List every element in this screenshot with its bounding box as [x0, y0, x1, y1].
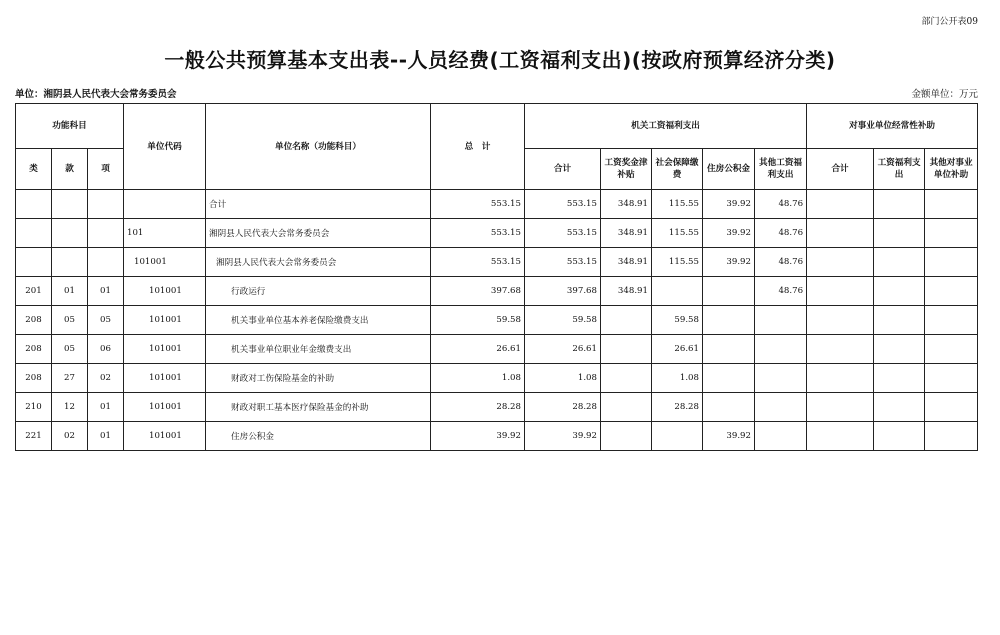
- budget-table: [15, 103, 978, 451]
- sub-wage-cell: [874, 190, 925, 219]
- unit-code-cell: 101: [124, 219, 206, 248]
- sub-other-cell: [925, 248, 978, 277]
- unit-code-header: 单位代码: [124, 104, 206, 190]
- social-security-cell: [652, 422, 703, 451]
- table-row: [16, 393, 978, 422]
- lei-cell: 208: [16, 306, 52, 335]
- wage-bonus-cell: 348.91: [601, 248, 652, 277]
- sub-other-cell: [925, 393, 978, 422]
- sub-wage-cell: [874, 364, 925, 393]
- unit-name-cell: 机关事业单位基本养老保险缴费支出: [206, 306, 431, 335]
- sub-total-cell: [807, 364, 874, 393]
- unit-name-cell: 机关事业单位职业年金缴费支出: [206, 335, 431, 364]
- wage-bonus-cell: [601, 393, 652, 422]
- sub-wage-header: 工资福利支出: [874, 149, 925, 190]
- social-security-cell: [652, 277, 703, 306]
- kuan-cell: 02: [52, 422, 88, 451]
- sub-wage-cell: [874, 422, 925, 451]
- sub-total-cell: [807, 393, 874, 422]
- table-row: [16, 335, 978, 364]
- sub-other-cell: [925, 219, 978, 248]
- wage-bonus-cell: [601, 306, 652, 335]
- wage-bonus-header: 工资奖金津补贴: [601, 149, 652, 190]
- total-cell: 39.92: [431, 422, 525, 451]
- total-cell: 1.08: [431, 364, 525, 393]
- sub-wage-cell: [874, 277, 925, 306]
- wage-bonus-cell: [601, 335, 652, 364]
- lei-cell: [16, 190, 52, 219]
- social-security-cell: 115.55: [652, 248, 703, 277]
- total-cell: 553.15: [431, 190, 525, 219]
- lei-cell: [16, 219, 52, 248]
- total-header: 总 计: [431, 104, 525, 190]
- total-cell: 59.58: [431, 306, 525, 335]
- other-wage-cell: 48.76: [755, 248, 807, 277]
- sub-total-cell: [807, 190, 874, 219]
- total-cell: 553.15: [431, 219, 525, 248]
- wage-bonus-cell: 348.91: [601, 219, 652, 248]
- social-security-cell: 115.55: [652, 190, 703, 219]
- unit-name-cell: 住房公积金: [206, 422, 431, 451]
- kuan-cell: [52, 248, 88, 277]
- social-security-cell: 26.61: [652, 335, 703, 364]
- wage-total-cell: 59.58: [525, 306, 601, 335]
- lei-cell: 208: [16, 335, 52, 364]
- xiang-cell: 01: [88, 422, 124, 451]
- unit-name-cell: 湘阴县人民代表大会常务委员会: [206, 219, 431, 248]
- table-row: [16, 219, 978, 248]
- unit-code-cell: 101001: [124, 364, 206, 393]
- lei-cell: [16, 248, 52, 277]
- sub-other-cell: [925, 422, 978, 451]
- lei-cell: 201: [16, 277, 52, 306]
- header-row-1: [16, 104, 978, 149]
- other-wage-cell: [755, 422, 807, 451]
- housing-fund-cell: 39.92: [703, 248, 755, 277]
- sub-wage-cell: [874, 219, 925, 248]
- table-row: [16, 190, 978, 219]
- kuan-cell: [52, 219, 88, 248]
- sub-wage-cell: [874, 393, 925, 422]
- unit-code-cell: 101001: [124, 422, 206, 451]
- other-wage-cell: [755, 393, 807, 422]
- unit-name-cell: 行政运行: [206, 277, 431, 306]
- other-wage-cell: [755, 335, 807, 364]
- sub-total-cell: [807, 219, 874, 248]
- unit-code-cell: 101001: [124, 335, 206, 364]
- xiang-header: 项: [88, 149, 124, 190]
- other-wage-cell: 48.76: [755, 277, 807, 306]
- xiang-cell: 01: [88, 277, 124, 306]
- wage-total-cell: 553.15: [525, 248, 601, 277]
- other-wage-cell: 48.76: [755, 190, 807, 219]
- unit-code-cell: 101001: [124, 393, 206, 422]
- sub-wage-cell: [874, 248, 925, 277]
- subsidy-group-header: 对事业单位经常性补助: [807, 104, 978, 149]
- page-title: 一般公共预算基本支出表--人员经费(工资福利支出)(按政府预算经济分类): [164, 48, 836, 72]
- sub-other-header: 其他对事业单位补助: [925, 149, 978, 190]
- lei-header: 类: [16, 149, 52, 190]
- xiang-cell: 01: [88, 393, 124, 422]
- wage-total-cell: 26.61: [525, 335, 601, 364]
- other-wage-header: 其他工资福利支出: [755, 149, 807, 190]
- wage-group-header: 机关工资福利支出: [525, 104, 807, 149]
- sub-wage-cell: [874, 306, 925, 335]
- unit-name-cell: 财政对职工基本医疗保险基金的补助: [206, 393, 431, 422]
- housing-fund-cell: [703, 277, 755, 306]
- sub-total-cell: [807, 277, 874, 306]
- sub-other-cell: [925, 190, 978, 219]
- table-row: [16, 364, 978, 393]
- wage-total-cell: 28.28: [525, 393, 601, 422]
- housing-fund-cell: 39.92: [703, 422, 755, 451]
- sub-other-cell: [925, 277, 978, 306]
- unit-code-cell: [124, 190, 206, 219]
- housing-fund-cell: [703, 306, 755, 335]
- kuan-cell: 05: [52, 306, 88, 335]
- total-cell: 26.61: [431, 335, 525, 364]
- other-wage-cell: [755, 306, 807, 335]
- housing-fund-cell: [703, 335, 755, 364]
- wage-total-cell: 553.15: [525, 190, 601, 219]
- social-security-cell: 28.28: [652, 393, 703, 422]
- wage-bonus-cell: [601, 422, 652, 451]
- sub-other-cell: [925, 306, 978, 335]
- wage-bonus-cell: 348.91: [601, 190, 652, 219]
- func-subject-header: 功能科目: [16, 104, 124, 149]
- lei-cell: 210: [16, 393, 52, 422]
- wage-bonus-cell: 348.91: [601, 277, 652, 306]
- housing-fund-header: 住房公积金: [703, 149, 755, 190]
- sub-total-cell: [807, 422, 874, 451]
- kuan-cell: [52, 190, 88, 219]
- unit-name-cell: 合计: [206, 190, 431, 219]
- social-security-cell: 115.55: [652, 219, 703, 248]
- housing-fund-cell: [703, 393, 755, 422]
- social-security-cell: 59.58: [652, 306, 703, 335]
- unit-code-cell: 101001: [124, 277, 206, 306]
- xiang-cell: 02: [88, 364, 124, 393]
- lei-cell: 208: [16, 364, 52, 393]
- sub-wage-cell: [874, 335, 925, 364]
- total-cell: 28.28: [431, 393, 525, 422]
- xiang-cell: [88, 190, 124, 219]
- wage-total-cell: 1.08: [525, 364, 601, 393]
- sub-total-cell: [807, 306, 874, 335]
- housing-fund-cell: [703, 364, 755, 393]
- table-code-label: 部门公开表09: [921, 17, 978, 27]
- unit-name-cell: 财政对工伤保险基金的补助: [206, 364, 431, 393]
- unit-label: 单位：湘阴县人民代表大会常务委员会: [15, 89, 177, 100]
- kuan-cell: 05: [52, 335, 88, 364]
- xiang-cell: [88, 248, 124, 277]
- social-security-header: 社会保障缴费: [652, 149, 703, 190]
- total-cell: 553.15: [431, 248, 525, 277]
- sub-other-cell: [925, 335, 978, 364]
- kuan-cell: 12: [52, 393, 88, 422]
- xiang-cell: 05: [88, 306, 124, 335]
- sub-total-header: 合计: [807, 149, 874, 190]
- xiang-cell: [88, 219, 124, 248]
- table-row: [16, 306, 978, 335]
- total-cell: 397.68: [431, 277, 525, 306]
- lei-cell: 221: [16, 422, 52, 451]
- xiang-cell: 06: [88, 335, 124, 364]
- wage-total-header: 合计: [525, 149, 601, 190]
- wage-total-cell: 397.68: [525, 277, 601, 306]
- table-row: [16, 422, 978, 451]
- wage-total-cell: 39.92: [525, 422, 601, 451]
- unit-code-cell: 101001: [124, 306, 206, 335]
- housing-fund-cell: 39.92: [703, 219, 755, 248]
- wage-total-cell: 553.15: [525, 219, 601, 248]
- wage-bonus-cell: [601, 364, 652, 393]
- housing-fund-cell: 39.92: [703, 190, 755, 219]
- kuan-cell: 27: [52, 364, 88, 393]
- sub-total-cell: [807, 248, 874, 277]
- social-security-cell: 1.08: [652, 364, 703, 393]
- sub-other-cell: [925, 364, 978, 393]
- other-wage-cell: 48.76: [755, 219, 807, 248]
- unit-code-cell: 101001: [124, 248, 206, 277]
- amount-unit-label: 金额单位：万元: [911, 89, 978, 100]
- table-row: [16, 248, 978, 277]
- unit-name-header: 单位名称（功能科目）: [206, 104, 431, 190]
- kuan-header: 款: [52, 149, 88, 190]
- other-wage-cell: [755, 364, 807, 393]
- sub-total-cell: [807, 335, 874, 364]
- unit-name-cell: 湘阴县人民代表大会常务委员会: [206, 248, 431, 277]
- table-row: [16, 277, 978, 306]
- kuan-cell: 01: [52, 277, 88, 306]
